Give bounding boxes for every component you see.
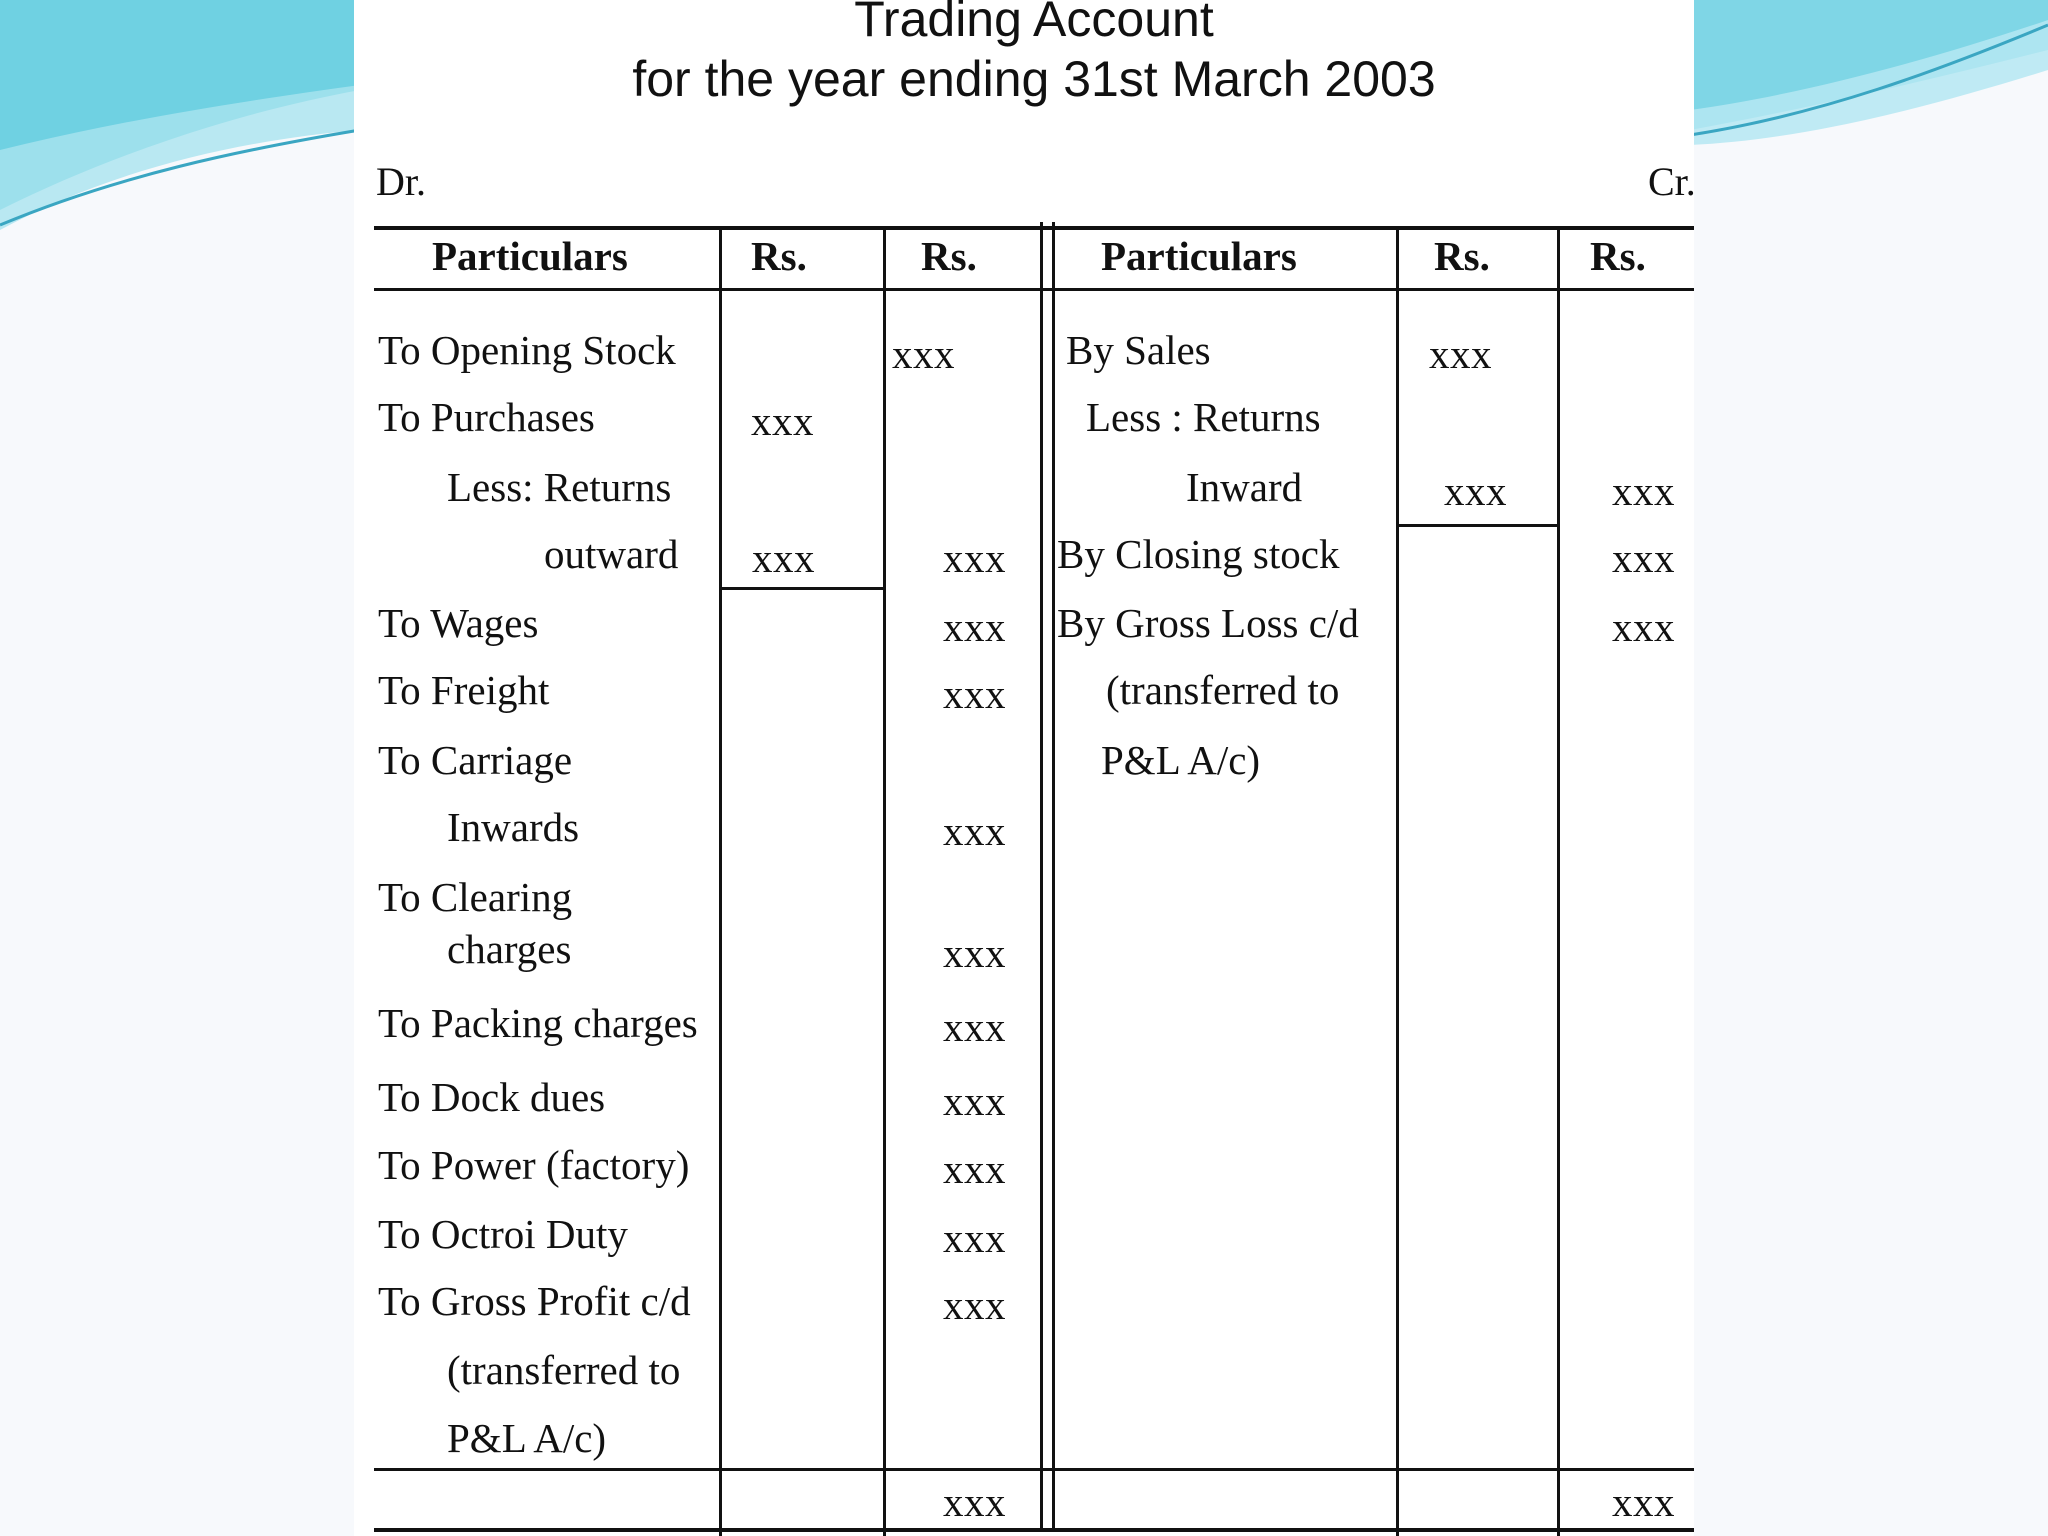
credit-sales: By Sales	[1066, 327, 1211, 373]
account-subtitle: for the year ending 31st March 2003	[632, 51, 1436, 107]
debit-inwards-amount: xxx	[943, 808, 1006, 854]
debit-octroi: To Octroi Duty	[378, 1211, 628, 1257]
debit-outward-amount: xxx	[752, 535, 815, 581]
credit-rs-header-2: Rs.	[1590, 233, 1646, 279]
debit-purchases-amount: xxx	[751, 398, 814, 444]
debit-rs-header-2: Rs.	[921, 233, 977, 279]
credit-inward-net: xxx	[1612, 468, 1675, 514]
credit-inward: Inward	[1186, 464, 1303, 510]
debit-wages: To Wages	[378, 600, 539, 646]
credit-closing-stock: By Closing stock	[1057, 531, 1340, 577]
credit-sales-amount: xxx	[1429, 331, 1492, 377]
credit-total: xxx	[1612, 1479, 1675, 1525]
debit-label: Dr.	[376, 159, 426, 204]
debit-freight-amount: xxx	[943, 671, 1006, 717]
account-title: Trading Account	[854, 0, 1214, 47]
col-line-2	[883, 226, 886, 1536]
debit-wages-amount: xxx	[943, 604, 1006, 650]
debit-dock-dues: To Dock dues	[378, 1074, 606, 1120]
debit-dock-amount: xxx	[943, 1078, 1006, 1124]
debit-clearing-charges: charges	[447, 926, 572, 972]
debit-inwards: Inwards	[447, 804, 580, 850]
credit-gl-note-1: (transferred to	[1106, 667, 1340, 713]
credit-subtotal-rule	[1397, 524, 1559, 527]
debit-subtotal-rule	[720, 587, 884, 590]
debit-rs-header-1: Rs.	[751, 233, 807, 279]
credit-gross-loss: By Gross Loss c/d	[1057, 600, 1359, 646]
credit-gross-loss-amount: xxx	[1612, 604, 1675, 650]
header-top-rule	[374, 226, 1694, 230]
col-line-1	[719, 226, 722, 1536]
debit-packing-amount: xxx	[943, 1004, 1006, 1050]
center-double-line-b	[1052, 222, 1055, 1528]
debit-less-returns: Less: Returns	[447, 464, 672, 510]
debit-outward-net: xxx	[943, 535, 1006, 581]
debit-packing: To Packing charges	[378, 1000, 698, 1046]
debit-purchases: To Purchases	[378, 394, 595, 440]
credit-inward-amount: xxx	[1444, 468, 1507, 514]
debit-gross-profit-amount: xxx	[943, 1282, 1006, 1328]
col-line-5	[1557, 226, 1560, 1536]
debit-gp-note-2: P&L A/c)	[447, 1415, 607, 1461]
center-double-line-a	[1040, 222, 1043, 1528]
debit-gp-note-1: (transferred to	[447, 1347, 681, 1393]
total-top-rule	[374, 1468, 1694, 1471]
credit-gl-note-2: P&L A/c)	[1101, 737, 1261, 783]
debit-power-amount: xxx	[943, 1146, 1006, 1192]
debit-octroi-amount: xxx	[943, 1215, 1006, 1261]
credit-closing-stock-amount: xxx	[1612, 535, 1675, 581]
debit-opening-stock: To Opening Stock	[378, 327, 676, 373]
debit-clearing-amount: xxx	[943, 930, 1006, 976]
debit-total: xxx	[943, 1479, 1006, 1525]
col-line-4	[1396, 226, 1399, 1536]
credit-rs-header-1: Rs.	[1434, 233, 1490, 279]
credit-particulars-header: Particulars	[1101, 233, 1297, 279]
debit-freight: To Freight	[378, 667, 550, 713]
credit-label: Cr.	[1648, 159, 1696, 204]
debit-power: To Power (factory)	[378, 1142, 690, 1188]
debit-carriage: To Carriage	[378, 737, 573, 783]
credit-less-returns: Less : Returns	[1086, 394, 1321, 440]
debit-particulars-header: Particulars	[432, 233, 628, 279]
debit-gross-profit: To Gross Profit c/d	[378, 1278, 691, 1324]
total-bottom-rule	[374, 1528, 1694, 1532]
trading-account-sheet	[354, 0, 1694, 1536]
debit-outward: outward	[544, 531, 679, 577]
header-bottom-rule	[374, 288, 1694, 291]
debit-opening-stock-amount: xxx	[892, 331, 955, 377]
debit-clearing: To Clearing	[378, 874, 573, 920]
